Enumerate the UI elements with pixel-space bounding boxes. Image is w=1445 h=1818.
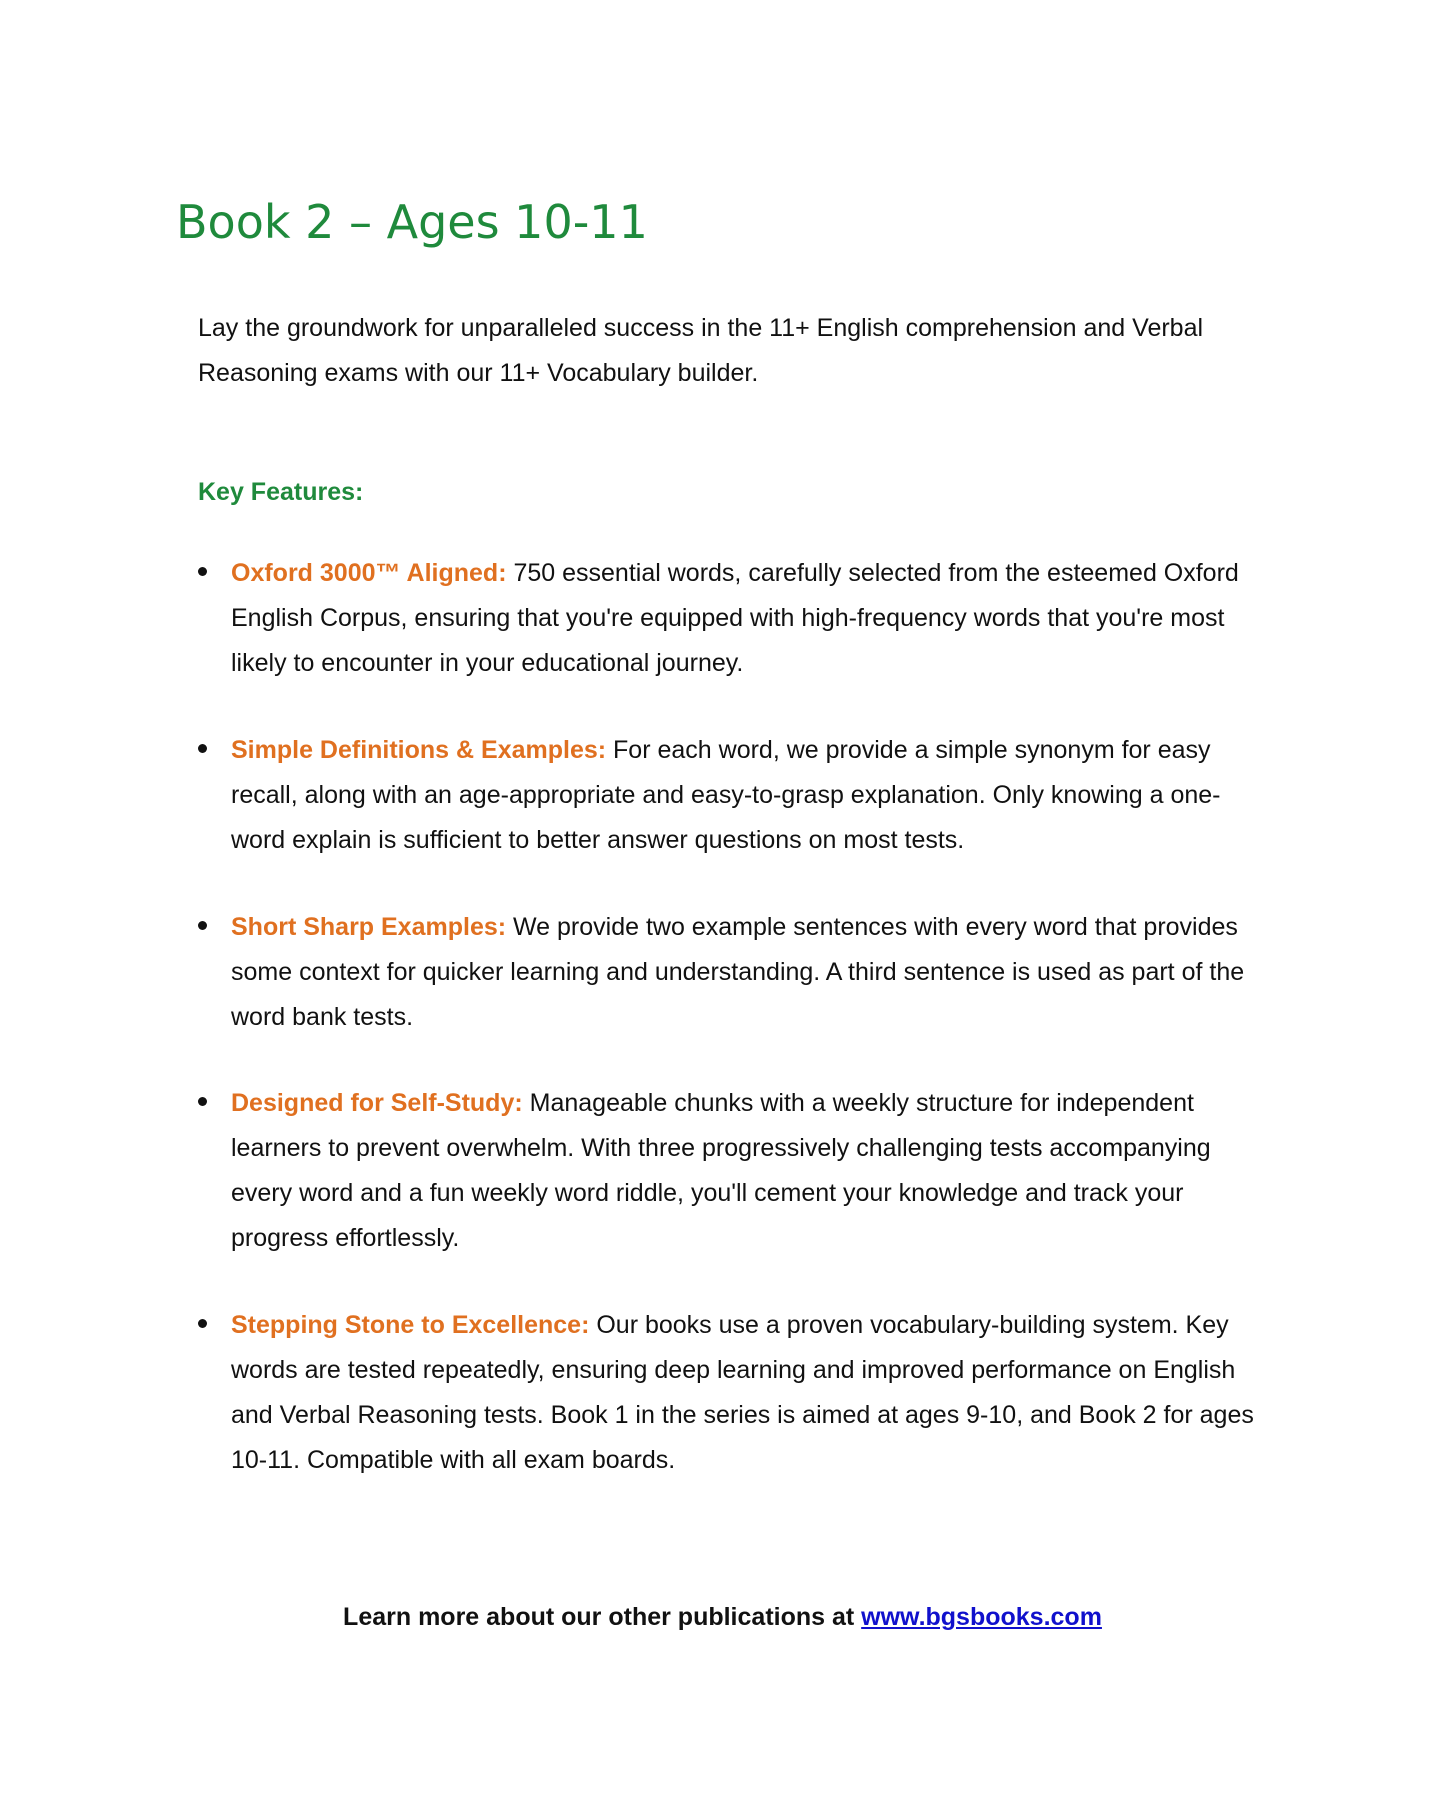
feature-title: Simple Definitions & Examples: bbox=[231, 736, 607, 764]
bullet-icon bbox=[198, 921, 207, 930]
bullet-icon bbox=[198, 1319, 207, 1328]
feature-item-oxford-aligned bbox=[198, 551, 1268, 686]
feature-text bbox=[231, 1081, 1268, 1261]
feature-text bbox=[231, 551, 1268, 686]
feature-item-simple-definitions bbox=[198, 728, 1268, 863]
footer-line bbox=[0, 1597, 1445, 1637]
feature-title: Designed for Self-Study: bbox=[231, 1089, 523, 1117]
feature-item-stepping-stone bbox=[198, 1303, 1268, 1483]
feature-text bbox=[231, 905, 1268, 1040]
feature-text bbox=[231, 728, 1268, 863]
feature-description: 750 essential words, carefully selected from the esteemed Oxford English Corpus, ensuring that you're equipped with high-frequency words that you're most likely to encounter in your educational journey. bbox=[231, 559, 1239, 677]
feature-description: We provide two example sentences with every word that provides some context for quicker learning and understanding. A third sentence is used as part of the word bank tests. bbox=[231, 913, 1245, 1031]
key-features-heading: Key Features: bbox=[198, 478, 364, 506]
bullet-icon bbox=[198, 744, 207, 753]
page-title: Book 2 – Ages 10-11 bbox=[176, 195, 648, 249]
feature-item-short-sharp-examples bbox=[198, 905, 1268, 1040]
bullet-icon bbox=[198, 1097, 207, 1106]
feature-title: Oxford 3000™ Aligned: bbox=[231, 559, 507, 587]
feature-title: Stepping Stone to Excellence: bbox=[231, 1311, 590, 1339]
feature-description: For each word, we provide a simple synonym for easy recall, along with an age-appropriate and easy-to-grasp explanation. Only knowing a one-word explain is sufficient to better answer questions on most tests. bbox=[231, 736, 1221, 854]
feature-description: Manageable chunks with a weekly structure for independent learners to prevent overwhelm. With three progressively challenging tests accompanying every word and a fun weekly word riddle, you'll cement your knowledge and track your progress effortlessly. bbox=[231, 1089, 1211, 1252]
bullet-icon bbox=[198, 567, 207, 576]
feature-item-self-study bbox=[198, 1081, 1268, 1261]
website-link[interactable]: www.bgsbooks.com bbox=[861, 1603, 1102, 1631]
feature-title: Short Sharp Examples: bbox=[231, 913, 507, 941]
feature-description: Our books use a proven vocabulary-building system. Key words are tested repeatedly, ensuring deep learning and improved performance on English and Verbal Reasoning tests. Book 1 in the series is aimed at ages 9-10, and Book 2 for ages 10-11. Compatible with all exam boards. bbox=[231, 1311, 1254, 1474]
feature-text bbox=[231, 1303, 1268, 1483]
footer-text: Learn more about our other publications at bbox=[343, 1603, 862, 1631]
intro-paragraph: Lay the groundwork for unparalleled success in the 11+ English comprehension and Verbal Reasoning exams with our 11+ Vocabulary builder. bbox=[198, 314, 1204, 387]
